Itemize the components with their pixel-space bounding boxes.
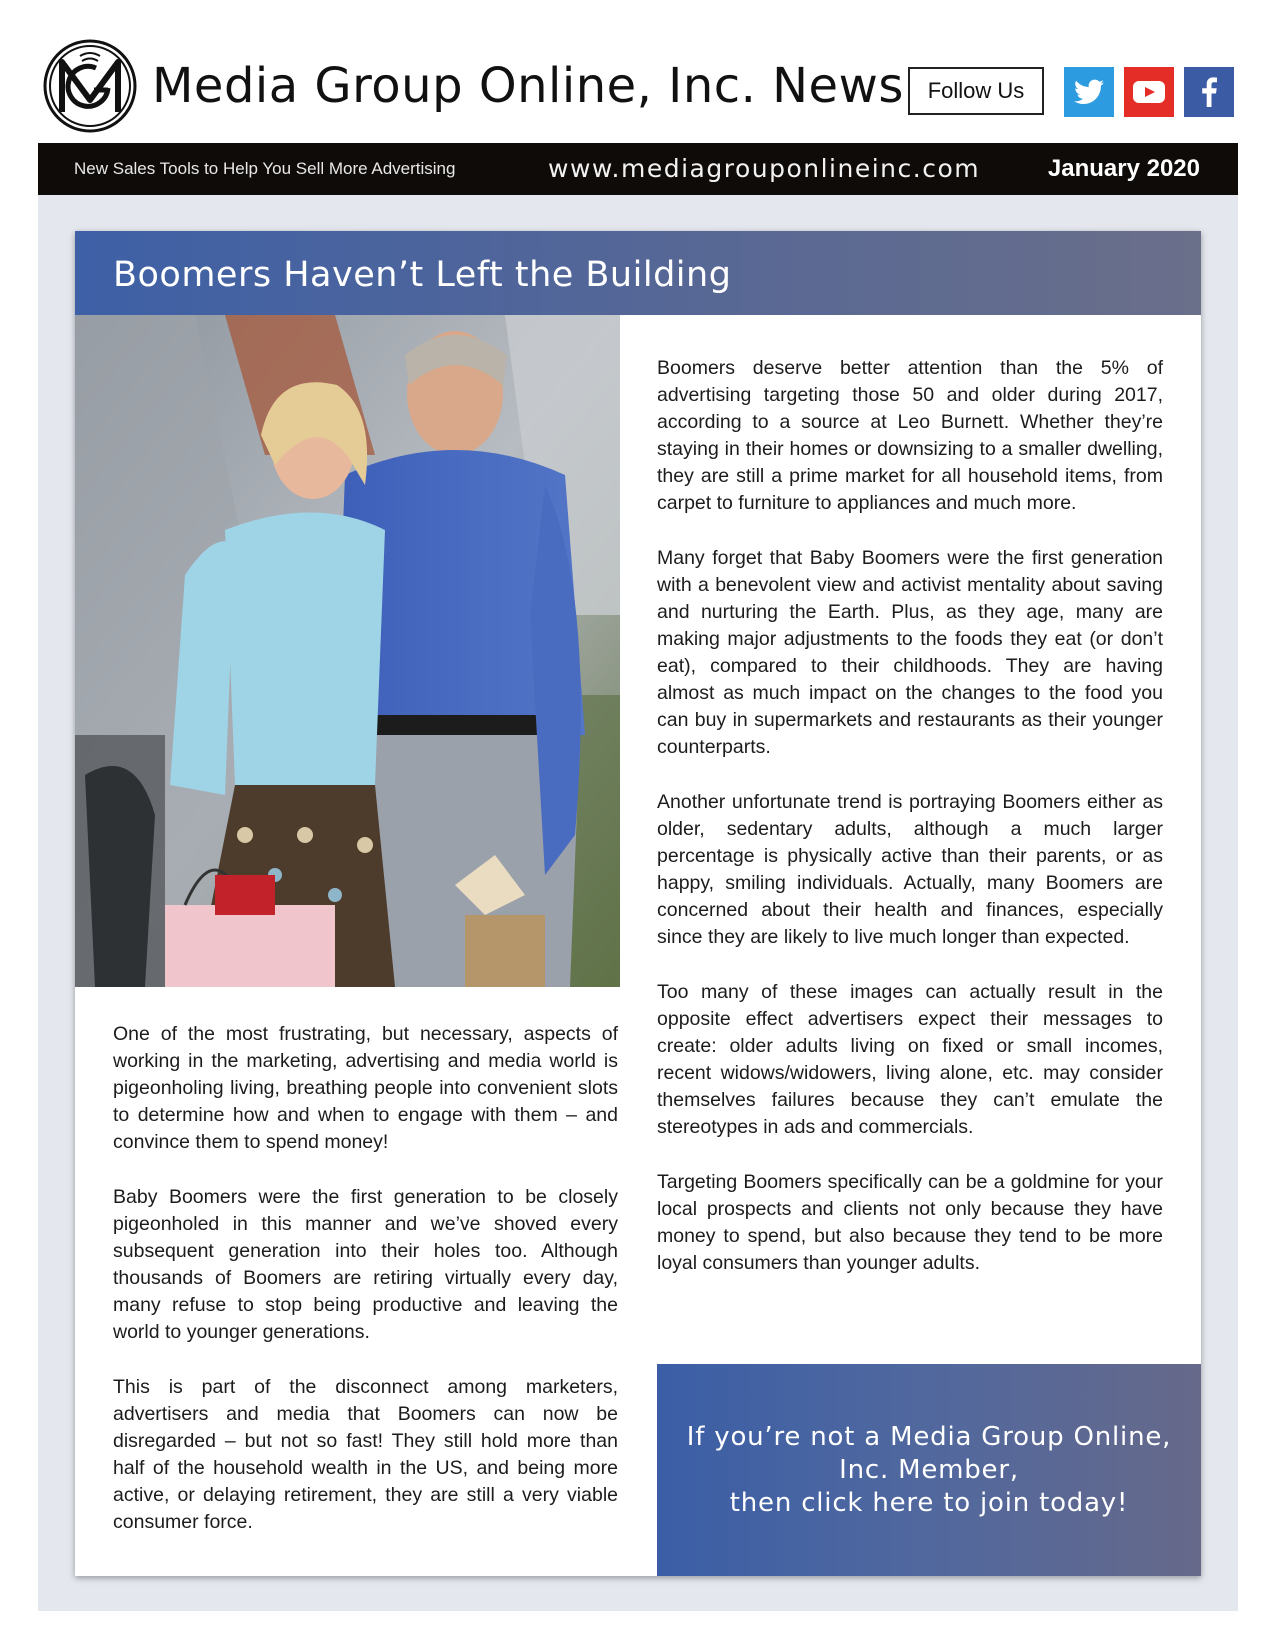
newsletter-banner bbox=[38, 143, 1238, 195]
website-link[interactable]: www.mediagrouponlineinc.com bbox=[548, 154, 981, 183]
article-right-column bbox=[657, 355, 1163, 1305]
headline-bar bbox=[75, 231, 1201, 315]
follow-us-button[interactable]: Follow Us bbox=[908, 67, 1044, 115]
article-paragraph: Baby Boomers were the first generation to be closely pigeonholed in this manner and we’ve shoved every subsequent generation into their holes too. Although thousands of Boomers are retiring virtually every day, many refuse to stop being productive and leaving the world to younger generations. bbox=[113, 1186, 618, 1343]
article-paragraph: Many forget that Baby Boomers were the first generation with a benevolent view and activist mentality about saving and nurturing the Earth. Plus, as they age, many are making major adjustments to the foods they eat (or don’t eat), compared to their childhoods. They are having almost as much impact on the changes to the food you can buy in supermarkets and restaurants as their younger counterparts. bbox=[657, 547, 1163, 758]
tagline: New Sales Tools to Help You Sell More Advertising bbox=[74, 159, 456, 178]
join-membership-button[interactable] bbox=[657, 1364, 1201, 1576]
twitter-button[interactable] bbox=[1064, 67, 1114, 117]
twitter-icon bbox=[1074, 79, 1104, 105]
article-paragraph: Boomers deserve better attention than the 5% of advertising targeting those 50 and older during 2017, according to a source at Leo Burnett. Whether they’re staying in their homes or downsizing to a smaller dwelling, they are still a prime market for all household items, from carpet to furniture to appliances and much more. bbox=[657, 357, 1163, 514]
issue-date: January 2020 bbox=[1047, 155, 1200, 182]
article-paragraph: This is part of the disconnect among marketers, advertisers and media that Boomers can now be disregarded – but not so fast! They still hold more than half of the household wealth in the US, and being more active, or delaying retirement, they are still a very viable consumer force. bbox=[113, 1376, 618, 1533]
article-paragraph: Another unfortunate trend is portraying Boomers either as older, sedentary adults, although a much larger percentage is physically active than their parents, or as happy, smiling individuals. Actually, many Boomers are concerned about their health and finances, especially since they are likely to live much longer than expected. bbox=[657, 791, 1163, 948]
article-paragraph: Too many of these images can actually result in the opposite effect advertisers expect their messages to create: older adults living on fixed or small incomes, recent widows/widowers, living alone, etc. may consider themselves failures because they can’t emulate the stereotypes in ads and commercials. bbox=[657, 981, 1163, 1138]
article-headline: Boomers Haven’t Left the Building bbox=[113, 255, 732, 295]
youtube-button[interactable] bbox=[1124, 67, 1174, 117]
article-card bbox=[75, 231, 1201, 1576]
article-left-column bbox=[113, 1021, 618, 1564]
join-cta-line: then click here to join today! bbox=[729, 1487, 1129, 1518]
article-paragraph: One of the most frustrating, but necessary, aspects of working in the marketing, advertising and media world is pigeonholing living, breathing people into convenient slots to determine how and when to engage with them – and convince them to spend money! bbox=[113, 1023, 618, 1153]
newsletter-title: Media Group Online, Inc. News bbox=[152, 58, 904, 114]
article-photo bbox=[75, 315, 620, 987]
join-cta-line: Inc. Member, bbox=[839, 1454, 1019, 1485]
youtube-icon bbox=[1132, 79, 1166, 105]
logo-icon bbox=[42, 38, 138, 134]
facebook-button[interactable] bbox=[1184, 67, 1234, 117]
facebook-icon bbox=[1201, 77, 1217, 107]
join-cta-line: If you’re not a Media Group Online, bbox=[686, 1421, 1172, 1452]
article-paragraph: Targeting Boomers specifically can be a goldmine for your local prospects and clients not only because they have money to spend, but also because they tend to be more loyal consumers than younger adults. bbox=[657, 1171, 1163, 1274]
